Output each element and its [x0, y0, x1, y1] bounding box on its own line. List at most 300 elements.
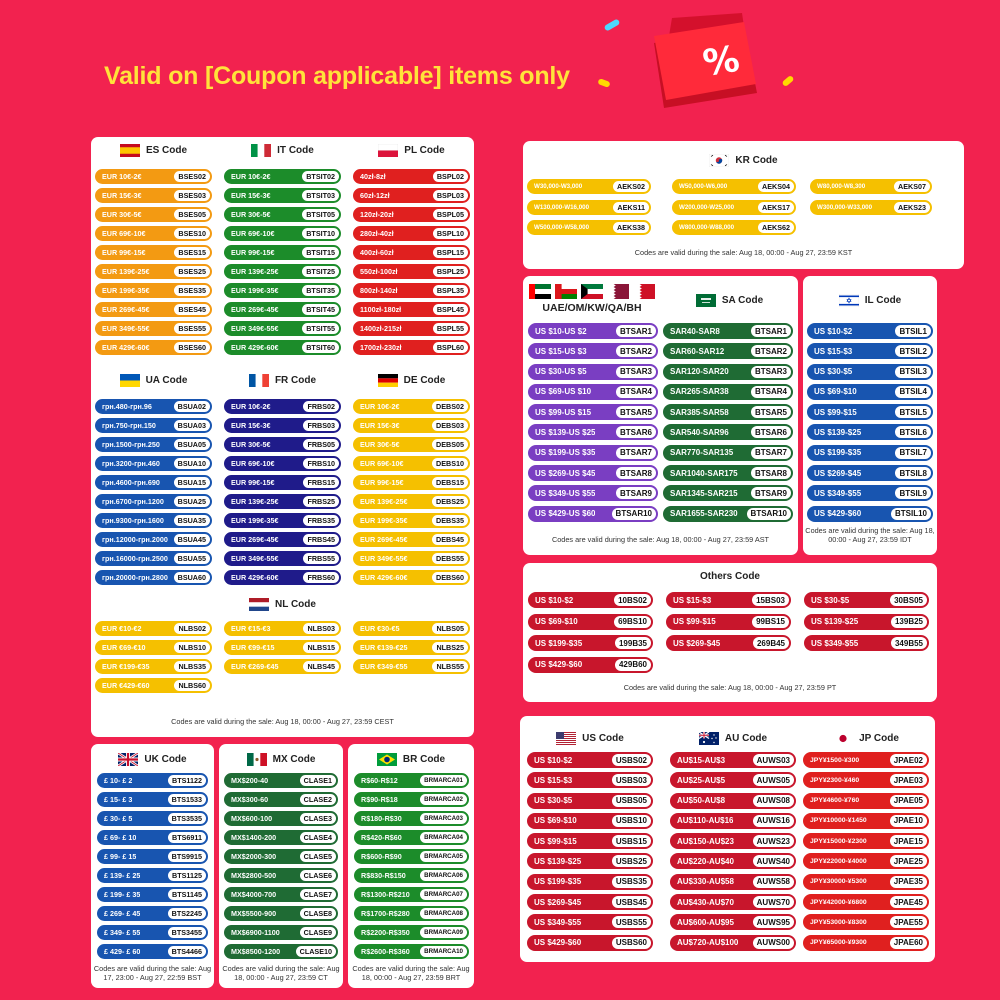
coupon-code[interactable]: BRMARCA01 — [420, 775, 467, 786]
coupon-row — [807, 404, 933, 420]
coupon-code[interactable]: AEKS02 — [613, 181, 649, 192]
coupon-code[interactable]: BSPL10 — [433, 228, 468, 239]
coupon-code[interactable]: BSES55 — [174, 323, 210, 334]
coupon-code[interactable]: BSUA15 — [174, 477, 210, 488]
coupon-code[interactable]: BTSAR5 — [616, 406, 656, 418]
coupon-code[interactable]: BSES02 — [174, 171, 210, 182]
coupon-row — [353, 437, 470, 452]
coupon-code[interactable]: BTSAR2 — [616, 345, 656, 357]
coupon-code[interactable]: NLBS05 — [432, 623, 468, 634]
es-code-heading — [95, 141, 212, 159]
coupon-code[interactable]: CLASE10 — [296, 946, 336, 957]
coupon-code[interactable]: JPAE55 — [890, 916, 927, 928]
coupon-code[interactable]: AUWS05 — [753, 774, 794, 786]
coupon-code[interactable]: BSUA10 — [174, 458, 210, 469]
coupon-amount: US $349-US $55 — [535, 488, 596, 498]
coupon-code[interactable]: BSPL25 — [433, 266, 468, 277]
coupon-code[interactable]: BSPL55 — [433, 323, 468, 334]
coupon-code[interactable]: USBS25 — [612, 855, 651, 867]
coupon-amount: US $139-US $25 — [535, 427, 596, 437]
us-code-column — [527, 729, 653, 955]
coupon-code[interactable]: JPAE15 — [890, 835, 927, 847]
validity-note: Codes are valid during the sale: Aug 18, 00:00 - Aug 27, 23:59 PT — [623, 683, 837, 692]
coupon-code[interactable]: BTSIT35 — [302, 285, 339, 296]
il-codes-panel — [803, 276, 937, 555]
coupon-amount: EUR 15€-3€ — [102, 191, 142, 200]
coupon-row — [353, 340, 470, 355]
coupon-code[interactable]: 15BS03 — [752, 594, 789, 606]
coupon-code[interactable]: AUWS95 — [753, 916, 794, 928]
coupon-code[interactable]: BTSAR2 — [751, 345, 791, 357]
coupon-code[interactable]: 99BS15 — [752, 616, 789, 628]
coupon-code[interactable]: BTS6911 — [168, 832, 206, 843]
coupon-code[interactable]: BSPL03 — [433, 190, 468, 201]
coupon-code[interactable]: DEBS25 — [432, 496, 468, 507]
il-flag-icon — [839, 294, 859, 307]
coupon-row — [224, 456, 341, 471]
coupon-amount: MX$8500-1200 — [231, 947, 281, 956]
coupon-code[interactable]: AUWS58 — [753, 876, 794, 888]
coupon-code[interactable]: BSES45 — [174, 304, 210, 315]
coupon-code[interactable]: DEBS02 — [432, 401, 468, 412]
coupon-code[interactable]: BSPL15 — [433, 247, 468, 258]
coupon-amount: W80,000-W8,300 — [817, 183, 866, 190]
coupon-amount: EUR 139€-25€ — [360, 497, 408, 506]
coupon-amount: £ 99- £ 15 — [104, 852, 137, 861]
coupon-code[interactable]: FRBS25 — [303, 496, 339, 507]
coupon-code[interactable]: BSUA60 — [174, 572, 210, 583]
coupon-row — [224, 169, 341, 184]
coupon-row — [224, 570, 341, 585]
coupon-code[interactable]: AUWS23 — [753, 835, 794, 847]
confetti-piece — [597, 78, 610, 88]
coupon-row — [527, 200, 651, 215]
coupon-code[interactable]: BTSIT02 — [302, 171, 339, 182]
validity-note: Codes are valid during the sale: Aug 18, 00:00 - Aug 27, 23:59 CEST — [171, 717, 394, 726]
coupon-row — [663, 445, 793, 461]
coupon-code[interactable]: 30BS05 — [890, 594, 927, 606]
coupon-amount: EUR 199€-35€ — [231, 286, 279, 295]
coupon-amount: SAR1345-SAR215 — [670, 488, 738, 498]
coupon-code[interactable]: BTS1125 — [168, 870, 206, 881]
coupon-code[interactable]: BRMARCA05 — [420, 851, 467, 862]
coupon-code[interactable]: CLASE1 — [300, 775, 336, 786]
coupon-code[interactable]: BRMARCA02 — [420, 794, 467, 805]
coupon-code[interactable]: BTSAR6 — [751, 426, 791, 438]
coupon-amount: US $99-$15 — [814, 407, 857, 417]
coupon-code[interactable]: NLBS45 — [303, 661, 339, 672]
coupon-code[interactable]: AEKS07 — [894, 181, 930, 192]
coupon-amount: W30,000-W3,000 — [534, 183, 583, 190]
coupon-amount: US $10-$2 — [534, 755, 573, 765]
coupon-amount: US $30-US $5 — [535, 367, 587, 377]
coupon-amount: R$2600-R$360 — [361, 947, 410, 956]
coupon-amount: EUR €269-€45 — [231, 662, 279, 671]
coupon-row — [807, 323, 933, 339]
coupon-amount: R$2200-R$350 — [361, 928, 410, 937]
coupon-amount: EUR €349-€55 — [360, 662, 408, 671]
coupon-code[interactable]: BTSAR6 — [616, 426, 656, 438]
coupon-amount: US $30-$5 — [811, 595, 850, 605]
coupon-code[interactable]: 199B35 — [615, 637, 651, 649]
coupon-amount: EUR 15€-3€ — [231, 421, 271, 430]
coupon-code[interactable]: NLBS25 — [432, 642, 468, 653]
ae-flag-icon — [529, 284, 551, 299]
coupon-code[interactable]: USBS60 — [612, 937, 651, 949]
coupon-row — [224, 868, 338, 883]
coupon-code[interactable]: BSUA35 — [174, 515, 210, 526]
coupon-code[interactable]: JPAE35 — [890, 876, 927, 888]
coupon-amount: EUR 139€-25€ — [102, 267, 150, 276]
coupon-code[interactable]: NLBS60 — [174, 680, 210, 691]
coupon-code[interactable]: 69BS10 — [614, 616, 651, 628]
coupon-code[interactable]: FRBS60 — [303, 572, 339, 583]
coupon-code[interactable]: FRBS10 — [303, 458, 339, 469]
coupon-code[interactable]: BTSIL3 — [895, 366, 931, 378]
coupon-row — [807, 445, 933, 461]
coupon-code[interactable]: BSPL05 — [433, 209, 468, 220]
coupon-code[interactable]: CLASE4 — [300, 832, 336, 843]
coupon-code[interactable]: BSUA02 — [174, 401, 210, 412]
coupon-amount: US $30-$5 — [814, 367, 853, 377]
coupon-code[interactable]: BTSAR4 — [751, 386, 791, 398]
coupon-code[interactable]: JPAE03 — [890, 774, 927, 786]
coupon-code[interactable]: BRMARCA10 — [420, 946, 467, 957]
coupon-code[interactable]: BTSAR7 — [616, 447, 656, 459]
coupon-amount: US $15-$3 — [534, 775, 573, 785]
coupon-amount: 400zł-60zł — [360, 248, 394, 257]
coupon-row — [670, 894, 796, 910]
coupon-row — [97, 830, 208, 845]
coupon-row — [666, 592, 791, 608]
coupon-amount: EUR 15€-3€ — [231, 191, 271, 200]
coupon-amount: EUR 30€-5€ — [102, 210, 142, 219]
coupon-code[interactable]: BTSIL2 — [895, 345, 931, 357]
coupon-code[interactable]: BTSAR10 — [747, 508, 791, 520]
coupon-amount: R$1300-R$210 — [361, 890, 410, 899]
svg-text:%: % — [700, 38, 743, 85]
coupon-amount: грн.6700-грн.1200 — [102, 497, 164, 506]
coupon-code[interactable]: FRBS05 — [303, 439, 339, 450]
br-flag-icon — [377, 753, 397, 766]
coupon-code[interactable]: AEKS04 — [758, 181, 794, 192]
coupon-code[interactable]: AEKS23 — [894, 202, 930, 213]
coupon-code[interactable]: NLBS10 — [174, 642, 210, 653]
coupon-code[interactable]: BRMARCA09 — [420, 927, 467, 938]
coupon-code[interactable]: BTS3455 — [168, 927, 206, 938]
coupon-code[interactable]: AUWS00 — [753, 937, 794, 949]
coupon-code[interactable]: BTSAR10 — [612, 508, 656, 520]
coupon-code[interactable]: FRBS45 — [303, 534, 339, 545]
coupon-code[interactable]: BTSAR4 — [616, 386, 656, 398]
coupon-code[interactable]: AUWS03 — [753, 754, 794, 766]
coupon-code[interactable]: JPAE05 — [890, 795, 927, 807]
coupon-code[interactable]: BSPL35 — [433, 285, 468, 296]
coupon-code[interactable]: BTSIT25 — [302, 266, 339, 277]
coupon-code[interactable]: CLASE7 — [300, 889, 336, 900]
coupon-code[interactable]: USBS55 — [612, 916, 651, 928]
coupon-row — [224, 811, 338, 826]
fr-code-heading — [224, 371, 341, 389]
uae-code-heading: UAE/OM/KW/QA/BH — [542, 302, 642, 314]
coupon-code[interactable]: AEKS11 — [613, 202, 649, 213]
coupon-amount: R$600-R$90 — [361, 852, 402, 861]
section-title: PL Code — [404, 144, 445, 156]
coupon-code[interactable]: USBS03 — [612, 774, 651, 786]
coupon-amount: грн.4600-грн.690 — [102, 478, 160, 487]
coupon-row — [527, 874, 653, 890]
coupon-row — [353, 418, 470, 433]
section-title: KR Code — [735, 154, 778, 166]
coupon-row — [353, 456, 470, 471]
coupon-code[interactable]: BRMARCA04 — [420, 832, 467, 843]
coupon-code[interactable]: DEBS15 — [432, 477, 468, 488]
coupon-amount: JPY¥2300-¥460 — [810, 776, 860, 784]
coupon-row — [803, 752, 929, 768]
coupon-code[interactable]: BTSIT15 — [302, 247, 339, 258]
coupon-row — [97, 773, 208, 788]
coupon-amount: EUR 429€-60€ — [360, 573, 408, 582]
coupon-amount: 40zł-8zł — [360, 172, 386, 181]
coupon-row — [97, 849, 208, 864]
fr-flag-icon — [249, 374, 269, 387]
coupon-code[interactable]: BTSIL4 — [895, 386, 931, 398]
coupon-code[interactable]: CLASE5 — [300, 851, 336, 862]
coupon-code[interactable]: BSPL45 — [433, 304, 468, 315]
pl-code-heading — [353, 141, 470, 159]
coupon-row — [807, 465, 933, 481]
coupon-amount: AU$110-AU$16 — [677, 816, 734, 826]
coupon-row — [528, 384, 658, 400]
coupon-row — [804, 635, 929, 651]
coupon-code[interactable]: NLBS35 — [174, 661, 210, 672]
coupon-amount: EUR €30-€5 — [360, 624, 400, 633]
coupon-amount: SAR265-SAR38 — [670, 387, 729, 397]
coupon-code[interactable]: USBS05 — [612, 795, 651, 807]
coupon-row — [224, 849, 338, 864]
coupon-code[interactable]: BTS1145 — [168, 889, 206, 900]
coupon-code[interactable]: NLBS03 — [303, 623, 339, 634]
coupon-code[interactable]: USBS45 — [612, 896, 651, 908]
coupon-code[interactable]: BTSIT05 — [302, 209, 339, 220]
coupon-code[interactable]: BTSAR1 — [616, 325, 656, 337]
coupon-code[interactable]: 349B55 — [891, 637, 927, 649]
coupon-row — [224, 340, 341, 355]
coupon-row — [528, 404, 658, 420]
coupon-amount: W300,000-W33,000 — [817, 203, 873, 211]
coupon-code[interactable]: BTSIL6 — [895, 426, 931, 438]
coupon-code[interactable]: BSES10 — [174, 228, 210, 239]
coupon-row — [528, 445, 658, 461]
coupon-row — [224, 551, 341, 566]
coupon-row — [95, 340, 212, 355]
coupon-code[interactable]: BTSIT60 — [302, 342, 339, 353]
coupon-amount: AU$430-AU$70 — [677, 897, 734, 907]
coupon-code[interactable]: BTS1122 — [168, 775, 206, 786]
coupon-code[interactable]: BSES35 — [174, 285, 210, 296]
coupon-amount: US $139-$25 — [811, 617, 859, 626]
coupon-code[interactable]: BSPL60 — [433, 342, 468, 353]
coupon-row — [97, 906, 208, 921]
coupon-code[interactable]: BSES05 — [174, 209, 210, 220]
coupon-amount: EUR 99€-15€ — [231, 248, 275, 257]
coupon-code[interactable]: USBS35 — [612, 876, 651, 888]
coupon-code[interactable]: BTSAR8 — [616, 467, 656, 479]
coupon-code[interactable]: BTS4466 — [168, 946, 206, 957]
coupon-code[interactable]: BSPL02 — [433, 171, 468, 182]
coupon-code[interactable]: CLASE9 — [300, 927, 336, 938]
coupon-code[interactable]: BTSAR3 — [616, 366, 656, 378]
coupon-code[interactable]: BTSAR8 — [751, 467, 791, 479]
mx-flag-icon — [247, 753, 267, 766]
coupon-code[interactable]: BTSAR9 — [751, 487, 791, 499]
coupon-code[interactable]: DEBS03 — [432, 420, 468, 431]
coupon-amount: EUR 269€-45€ — [231, 305, 279, 314]
section-title: JP Code — [859, 732, 899, 744]
coupon-amount: грн.12000-грн.2000 — [102, 535, 168, 544]
coupon-code[interactable]: JPAE25 — [890, 855, 927, 867]
coupon-code[interactable]: NLBS15 — [303, 642, 339, 653]
coupon-code[interactable]: AEKS38 — [613, 222, 649, 233]
coupon-amount: EUR €10-€2 — [102, 624, 142, 633]
coupon-code[interactable]: DEBS35 — [432, 515, 468, 526]
coupon-code[interactable]: DEBS60 — [432, 572, 468, 583]
section-title: DE Code — [403, 374, 446, 386]
coupon-code[interactable]: JPAE10 — [890, 815, 927, 827]
coupon-code[interactable]: BTSIL9 — [895, 487, 931, 499]
coupon-code[interactable]: DEBS55 — [432, 553, 468, 564]
coupon-code[interactable]: 429B60 — [615, 659, 651, 671]
coupon-code[interactable]: BRMARCA08 — [420, 908, 467, 919]
coupon-row — [95, 678, 212, 693]
coupon-row — [353, 226, 470, 241]
coupon-code[interactable]: BRMARCA06 — [420, 870, 467, 881]
coupon-row — [670, 793, 796, 809]
coupon-amount: US $349-$55 — [814, 488, 862, 498]
coupon-code[interactable]: BSES60 — [174, 342, 210, 353]
coupon-code[interactable]: BTSIL1 — [895, 325, 931, 337]
coupon-code[interactable]: BSUA55 — [174, 553, 210, 564]
bh-flag-icon — [633, 284, 655, 299]
coupon-code[interactable]: BTSIL7 — [895, 447, 931, 459]
coupon-code[interactable]: BSES03 — [174, 190, 210, 201]
coupon-amount: MX$600-100 — [231, 814, 273, 823]
coupon-code[interactable]: 269B45 — [753, 637, 789, 649]
coupon-code[interactable]: BTSAR7 — [751, 447, 791, 459]
coupon-code[interactable]: BTSAR1 — [751, 325, 791, 337]
coupon-row — [528, 364, 658, 380]
coupon-code[interactable]: FRBS35 — [303, 515, 339, 526]
coupon-code[interactable]: DEBS10 — [432, 458, 468, 469]
coupon-amount: £ 269- £ 45 — [104, 909, 141, 918]
coupon-code[interactable]: BSES15 — [174, 247, 210, 258]
coupon-amount: R$90-R$18 — [361, 795, 398, 804]
coupon-code[interactable]: 139B25 — [891, 616, 927, 628]
coupon-row — [353, 399, 470, 414]
coupon-code[interactable]: BTSIT55 — [302, 323, 339, 334]
coupon-code[interactable]: FRBS02 — [303, 401, 339, 412]
coupon-code[interactable]: BTSAR3 — [751, 366, 791, 378]
coupon-code[interactable]: CLASE2 — [300, 794, 336, 805]
coupon-code[interactable]: FRBS15 — [303, 477, 339, 488]
coupon-row — [354, 849, 469, 864]
coupon-code[interactable]: AUWS16 — [753, 815, 794, 827]
coupon-amount: W800,000-W88,000 — [679, 224, 735, 231]
sa-code-heading — [661, 291, 798, 309]
coupon-code[interactable]: JPAE02 — [890, 754, 927, 766]
coupon-code[interactable]: BSUA05 — [174, 439, 210, 450]
coupon-row — [95, 621, 212, 636]
coupon-amount: JPY¥22000-¥4000 — [810, 857, 867, 865]
coupon-code[interactable]: DEBS45 — [432, 534, 468, 545]
coupon-code[interactable]: BTSIL8 — [895, 467, 931, 479]
coupon-row — [527, 894, 653, 910]
section-title: IL Code — [864, 294, 902, 306]
coupon-code[interactable]: BTSIL5 — [895, 406, 931, 418]
coupon-code[interactable]: FRBS03 — [303, 420, 339, 431]
coupon-code[interactable]: BTSAR9 — [616, 487, 656, 499]
coupon-code[interactable]: 10BS02 — [614, 594, 651, 606]
coupon-code[interactable]: BTS2245 — [168, 908, 206, 919]
coupon-row — [95, 207, 212, 222]
coupon-code[interactable]: BTS3535 — [168, 813, 206, 824]
coupon-amount: EUR 99€-15€ — [360, 478, 404, 487]
coupon-code[interactable]: NLBS02 — [174, 623, 210, 634]
coupon-code[interactable]: FRBS55 — [303, 553, 339, 564]
coupon-code[interactable]: NLBS55 — [432, 661, 468, 672]
coupon-code[interactable]: BTSIT10 — [302, 228, 339, 239]
coupon-code[interactable]: USBS15 — [612, 835, 651, 847]
coupon-code[interactable]: BTS9915 — [168, 851, 206, 862]
coupon-code[interactable]: BRMARCA03 — [420, 813, 467, 824]
coupon-code[interactable]: CLASE3 — [300, 813, 336, 824]
coupon-code[interactable]: BTSIT45 — [302, 304, 339, 315]
coupon-amount: R$830-R$150 — [361, 871, 406, 880]
coupon-code[interactable]: AUWS40 — [753, 855, 794, 867]
coupon-code[interactable]: BSUA45 — [174, 534, 210, 545]
coupon-code[interactable]: BTS1533 — [168, 794, 206, 805]
coupon-code[interactable]: BSUA03 — [174, 420, 210, 431]
coupon-code[interactable]: BTSIT03 — [302, 190, 339, 201]
coupon-amount: JPY¥4600-¥760 — [810, 797, 860, 805]
coupon-code[interactable]: DEBS05 — [432, 439, 468, 450]
coupon-amount: MX$1400-200 — [231, 833, 277, 842]
coupon-row — [353, 640, 470, 655]
coupon-code[interactable]: BSUA25 — [174, 496, 210, 507]
coupon-code[interactable]: BSES25 — [174, 266, 210, 277]
coupon-code[interactable]: CLASE6 — [300, 870, 336, 881]
coupon-code[interactable]: BTSAR5 — [751, 406, 791, 418]
coupon-code[interactable]: USBS10 — [612, 815, 651, 827]
coupon-code[interactable]: BTSIL10 — [891, 508, 931, 520]
coupon-code[interactable]: JPAE60 — [890, 937, 927, 949]
coupon-code[interactable]: JPAE45 — [890, 896, 927, 908]
coupon-code[interactable]: AEKS17 — [758, 202, 794, 213]
coupon-code[interactable]: BRMARCA07 — [420, 889, 467, 900]
coupon-code[interactable]: USBS02 — [612, 754, 651, 766]
coupon-code[interactable]: AUWS08 — [753, 795, 794, 807]
coupon-code[interactable]: AUWS70 — [753, 896, 794, 908]
coupon-row — [95, 475, 212, 490]
coupon-row — [95, 418, 212, 433]
coupon-amount: US $10-US $2 — [535, 326, 587, 336]
coupon-amount: MX$200-40 — [231, 776, 269, 785]
coupon-code[interactable]: CLASE8 — [300, 908, 336, 919]
coupon-row — [672, 179, 796, 194]
coupon-amount: US $69-$10 — [534, 816, 577, 826]
coupon-code[interactable]: AEKS62 — [758, 222, 794, 233]
kr-flag-icon — [709, 154, 729, 167]
